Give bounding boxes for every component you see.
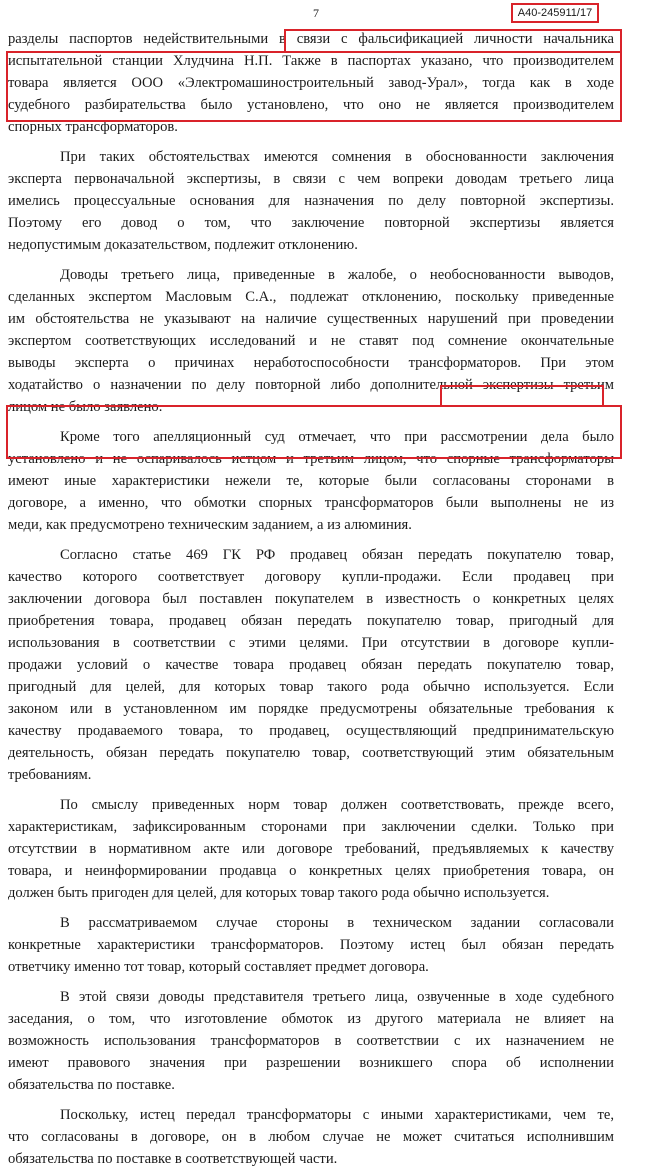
- paragraph-line: качество которого соответствует договору купли-продажи. Если продавец при: [8, 569, 614, 585]
- paragraph-line: качеству продаваемого товара, то продавец, осуществляющий предпринимательскую: [8, 723, 614, 739]
- paragraph-line: разделы паспортов недействительными в связи с фальсификацией личности начальника: [8, 31, 614, 47]
- paragraph-line: испытательной станции Хлудчина Н.П. Также в паспортах указано, что производителем: [8, 53, 614, 69]
- paragraph-line: характеристикам, зафиксированным сторонами при заключении сделки. Только при: [8, 819, 614, 835]
- paragraph-line: отсутствии в нормативном акте или договоре требований, предъявляемых к качеству: [8, 841, 614, 857]
- paragraph-line: должен быть пригоден для целей, для которых товар такого рода обычно используется.: [8, 885, 550, 901]
- paragraph-line: спорных трансформаторов.: [8, 119, 178, 135]
- paragraph-line: продажи условий о качестве товара продавец обязан передать покупателю товар,: [8, 657, 614, 673]
- paragraph-line: товара, и неинформировании продавца о конкретных целях приобретения товара, он: [8, 863, 614, 879]
- paragraph-line: ответчику именно тот товар, который составляет предмет договора.: [8, 959, 429, 975]
- paragraph-line: обязательства по поставке.: [8, 1077, 175, 1093]
- paragraph-line: установлено и не оспаривалось истцом и третьим лицом, что спорные трансформаторы: [8, 451, 614, 467]
- paragraph-line: Кроме того апелляционный суд отмечает, что при рассмотрении дела было: [60, 429, 614, 445]
- paragraph-line: имелись процессуальные основания для назначения по делу повторной экспертизы.: [8, 193, 614, 209]
- paragraph-line: требованиям.: [8, 767, 92, 783]
- paragraph-line: эксперта первоначальной экспертизы, в связи с чем вопреки доводам третьего лица: [8, 171, 614, 187]
- paragraph-line: приобретения товара, продавец обязан передать покупателю товар, пригодный для: [8, 613, 614, 629]
- paragraph-line: ходатайство о назначении по делу повторной либо дополнительной экспертизы третьим: [8, 377, 614, 393]
- highlight-box-1: [6, 51, 622, 122]
- paragraph-line: сделанных экспертом Масловым С.А., подлежат отклонению, поскольку приведенные: [8, 289, 614, 305]
- paragraph-line: конкретные характеристики трансформаторов. Поэтому истец был обязан передать: [8, 937, 614, 953]
- paragraph-line: заседания, о том, что изготовление обмоток из другого материала не влияет на: [8, 1011, 614, 1027]
- paragraph-line: экспертом соответствующих исследований и не ставят под сомнение окончательные: [8, 333, 614, 349]
- paragraph-line: деятельность, обязан передать покупателю товар, соответствующий этим обязательным: [8, 745, 614, 761]
- paragraph-line: договоре, а именно, что обмотки спорных трансформаторов были выполнены не из: [8, 495, 614, 511]
- paragraph-line: Доводы третьего лица, приведенные в жалобе, о необоснованности выводов,: [60, 267, 614, 283]
- paragraph-line: В этой связи доводы представителя третьего лица, озвученные в ходе судебного: [60, 989, 614, 1005]
- paragraph-line: лицом не было заявлено.: [8, 399, 163, 415]
- paragraph-line: меди, как предусмотрено техническим заданием, а из алюминия.: [8, 517, 412, 533]
- paragraph-line: Поскольку, истец передал трансформаторы с иными характеристиками, чем те,: [60, 1107, 614, 1123]
- paragraph-line: что согласованы в договоре, он в любом случае не может считаться исполнившим: [8, 1129, 614, 1145]
- paragraph-line: пригодный для целей, для которых товар такого рода обычно используется. Если: [8, 679, 614, 695]
- paragraph-line: При таких обстоятельствах имеются сомнения в обоснованности заключения: [60, 149, 614, 165]
- paragraph-line: товара является ООО «Электромашиностроительный завод-Урал», тогда как в ходе: [8, 75, 614, 91]
- paragraph-line: имеют иные характеристики нежели те, которые были согласованы сторонами в: [8, 473, 614, 489]
- page-number: 7: [313, 6, 319, 20]
- paragraph-line: возможность использования трансформаторов в соответствии с их назначением не: [8, 1033, 614, 1049]
- paragraph-line: По смыслу приведенных норм товар должен соответствовать, прежде всего,: [60, 797, 614, 813]
- paragraph-line: недопустимым доказательством, подлежит отклонению.: [8, 237, 358, 253]
- case-number-badge: А40-245911/17: [511, 3, 599, 23]
- paragraph-line: Поэтому его довод о том, что заключение повторной экспертизы является: [8, 215, 614, 231]
- highlight-box-2-top: [440, 385, 604, 407]
- paragraph-line: Согласно статье 469 ГК РФ продавец обязан передать покупателю товар,: [60, 547, 614, 563]
- paragraph-line: В рассматриваемом случае стороны в техническом задании согласовали: [60, 915, 614, 931]
- paragraph-line: обязательства по поставке в соответствующей части.: [8, 1151, 338, 1167]
- paragraph-line: им обстоятельства не указывают на наличие существенных нарушений при проведении: [8, 311, 614, 327]
- paragraph-line: законом или в установленном им порядке предусмотрены обязательные требования к: [8, 701, 614, 717]
- paragraph-line: имеют правового значения при разрешении возникшего спора об исполнении: [8, 1055, 614, 1071]
- paragraph-line: выводы эксперта о причинах неработоспособности трансформаторов. При этом: [8, 355, 614, 371]
- paragraph-line: использования в соответствии с этими целями. При отсутствии в договоре купли-: [8, 635, 614, 651]
- highlight-box-1-top: [284, 29, 622, 53]
- paragraph-line: заключении договора был поставлен покупателем в известность о конкретных целях: [8, 591, 614, 607]
- paragraph-line: судебного разбирательства было установлено, что оно не является производителем: [8, 97, 614, 113]
- highlight-box-2: [6, 405, 622, 459]
